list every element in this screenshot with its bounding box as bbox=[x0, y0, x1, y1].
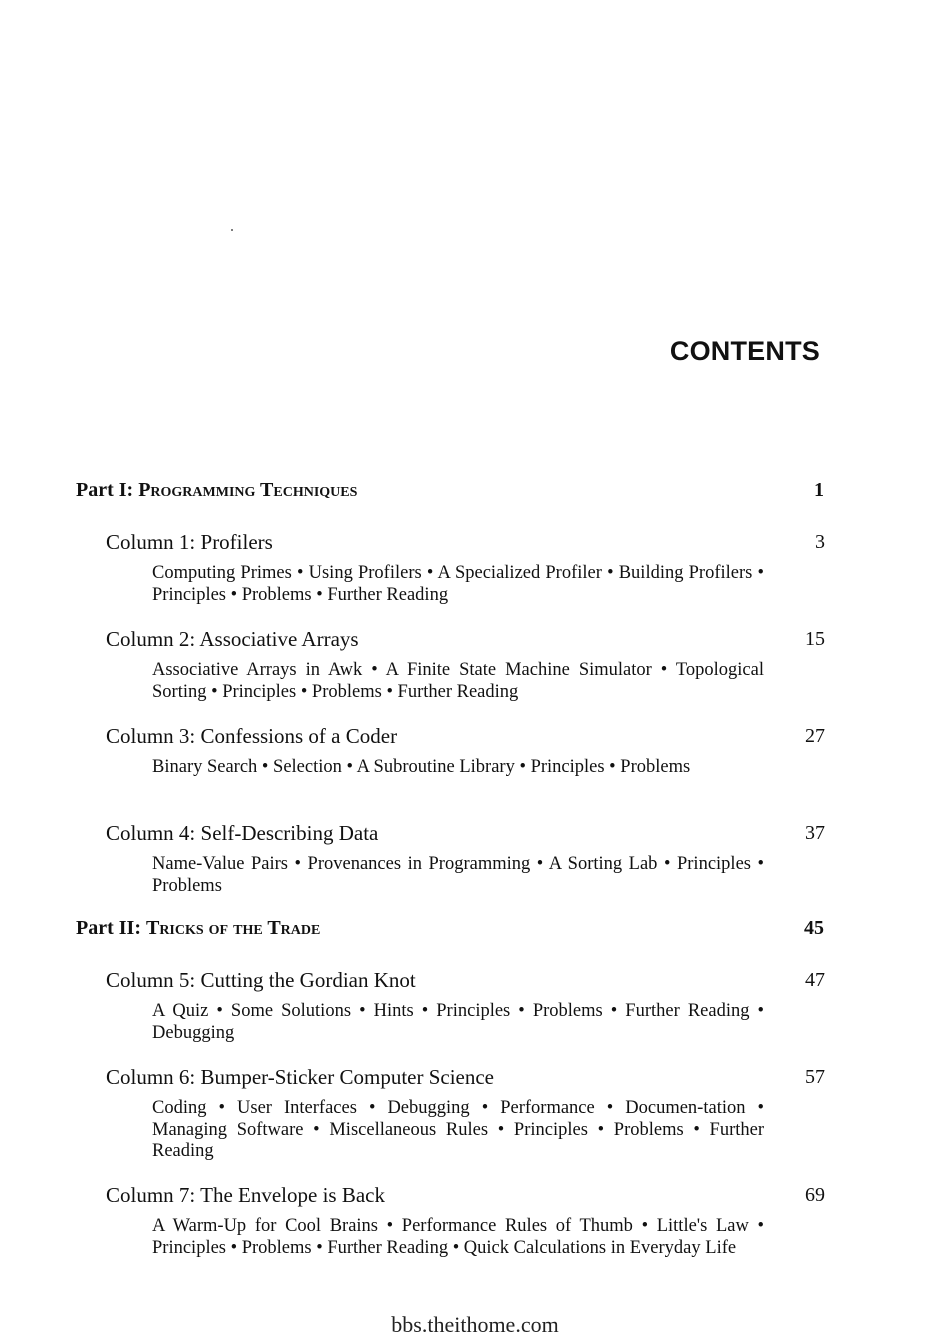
column-topics: A Warm-Up for Cool Brains • Performance Rules of Thumb • Little's Law • Principles • Problems • Further Reading • Quick Calculations in Everyday Life bbox=[152, 1216, 764, 1258]
column-page: 69 bbox=[805, 1184, 825, 1206]
part-page: 45 bbox=[804, 917, 824, 939]
part-page: 1 bbox=[814, 479, 824, 501]
part-2-heading bbox=[76, 917, 824, 940]
column-heading: Column 2: Associative Arrays bbox=[106, 627, 359, 651]
toc-entry-column-4 bbox=[106, 820, 825, 897]
column-page: 15 bbox=[805, 628, 825, 650]
column-heading: Column 1: Profilers bbox=[106, 530, 273, 554]
part-title: Tricks of the Trade bbox=[145, 917, 321, 939]
column-topics: Coding • User Interfaces • Debugging • Performance • Documen-tation • Managing Software • Miscellaneous Rules • Principles • Problems • Further Reading bbox=[152, 1098, 764, 1161]
page-title: CONTENTS bbox=[669, 336, 820, 366]
column-heading: Column 6: Bumper-Sticker Computer Science bbox=[106, 1065, 495, 1089]
column-heading: Column 5: Cutting the Gordian Knot bbox=[106, 968, 416, 992]
toc-entry-column-2 bbox=[106, 626, 825, 703]
part-1-heading bbox=[76, 479, 824, 502]
column-topics: Associative Arrays in Awk • A Finite State Machine Simulator • Topological Sorting • Principles • Problems • Further Reading bbox=[152, 660, 764, 702]
column-topics: Binary Search • Selection • A Subroutine Library • Principles • Problems bbox=[152, 757, 691, 777]
column-topics: A Quiz • Some Solutions • Hints • Principles • Problems • Further Reading • Debugging bbox=[152, 1001, 764, 1043]
column-page: 27 bbox=[805, 725, 825, 747]
column-page: 47 bbox=[805, 969, 825, 991]
column-page: 3 bbox=[815, 531, 825, 553]
footer-watermark: bbs.theithome.com bbox=[391, 1312, 559, 1337]
stray-dot bbox=[231, 229, 233, 231]
column-heading: Column 3: Confessions of a Coder bbox=[106, 724, 398, 748]
part-title: Programming Techniques bbox=[138, 479, 358, 501]
column-page: 57 bbox=[805, 1066, 825, 1088]
column-heading: Column 7: The Envelope is Back bbox=[106, 1183, 385, 1207]
column-topics: Computing Primes • Using Profilers • A Specialized Profiler • Building Profilers • Principles • Problems • Further Reading bbox=[152, 563, 764, 605]
toc-entry-column-3 bbox=[106, 723, 825, 779]
toc-entry-column-7 bbox=[106, 1182, 825, 1259]
column-heading: Column 4: Self-Describing Data bbox=[106, 821, 379, 845]
part-label: Part I: bbox=[76, 479, 134, 501]
toc-entry-column-6 bbox=[106, 1064, 825, 1163]
toc-entry-column-1 bbox=[106, 529, 825, 606]
toc-entry-column-5 bbox=[106, 967, 825, 1044]
column-page: 37 bbox=[805, 822, 825, 844]
part-label: Part II: bbox=[76, 917, 141, 939]
column-topics: Name-Value Pairs • Provenances in Programming • A Sorting Lab • Principles • Problems bbox=[152, 854, 764, 896]
